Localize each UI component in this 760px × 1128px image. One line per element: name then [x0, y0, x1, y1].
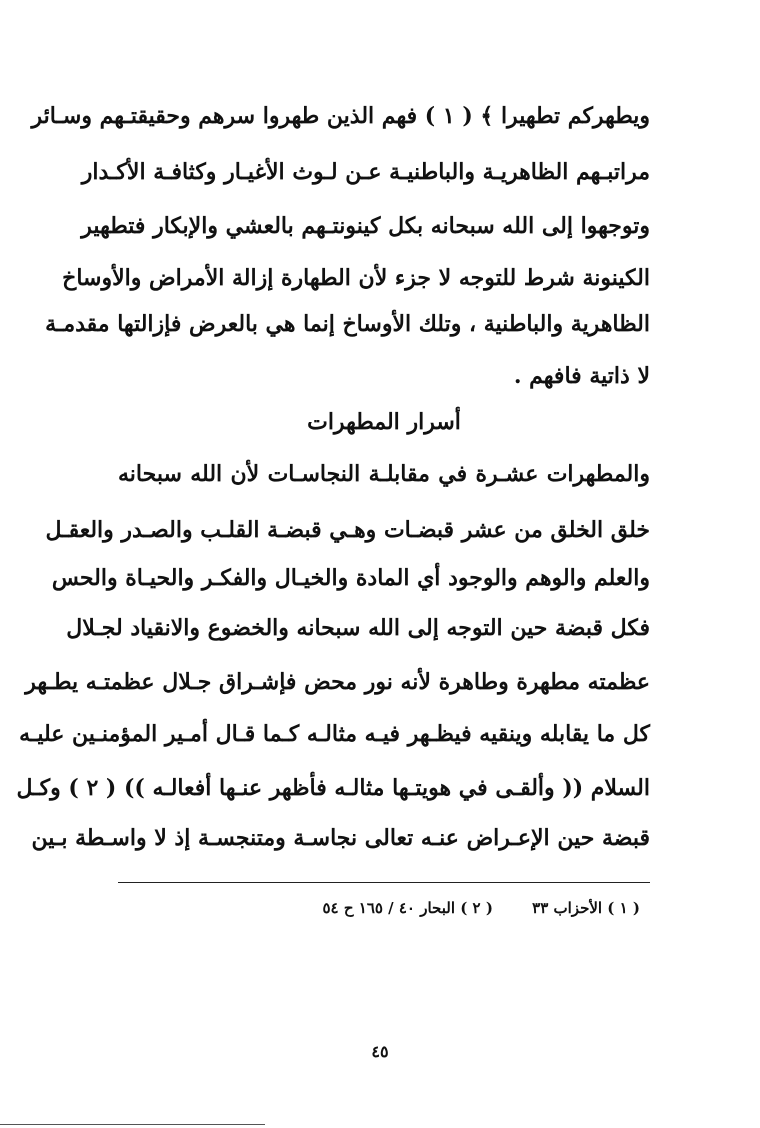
text-line: قبضة حين الإعـراض عنـه تعالى نجاسـة ومتنجسـة إذ لا واسـطة بـين [31, 825, 650, 851]
page-number: ٤٥ [371, 1042, 389, 1061]
text-line: خلق الخلق من عشر قبضـات وهـي قبضـة القلـب والصـدر والعقـل [45, 517, 650, 543]
text-line: كل ما يقابله وينقيه فيظـهر فيـه مثالـه كـما قـال أمـير المؤمنـين عليـه [19, 721, 650, 747]
text-line: عظمته مطهرة وطاهرة لأنه نور محض فإشـراق جـلال عظمتـه يطـهر [25, 669, 650, 695]
text-line: الظاهرية والباطنية ، وتلك الأوساخ إنما هي بالعرض فإزالتها مقدمـة [45, 311, 650, 337]
footnote-2: ( ٢ ) البحار ٤٠ / ١٦٥ ح ٥٤ [322, 899, 493, 917]
footnote-1: ( ١ ) الأحزاب ٣٣ [532, 899, 640, 917]
text-line: مراتبـهم الظاهريـة والباطنيـة عـن لـوث الأغيـار وكثافـة الأكـدار [81, 159, 650, 185]
footnote-divider [118, 882, 650, 883]
footnotes [118, 893, 640, 923]
text-line: فكل قبضة حين التوجه إلى الله سبحانه والخضوع والانقياد لجـلال [66, 615, 650, 641]
text-line: والعلم والوهم والوجود أي المادة والخيـال والفكـر والحيـاة والحس [51, 565, 650, 591]
text-line: وتوجهوا إلى الله سبحانه بكل كينونتـهم بالعشي والإبكار فتطهير [81, 213, 650, 239]
text-line: ويطهركم تطهيرا ﴾ ( ١ ) فهم الذين طهروا سرهم وحقيقتـهم وسـائر [31, 103, 650, 129]
text-line: لا ذاتية فافهم . [513, 363, 650, 389]
text-line: والمطهرات عشـرة في مقابلـة النجاسـات لأن الله سبحانه [118, 461, 650, 487]
text-line: السلام (( وألقـى في هويتـها مثالـه فأظهر عنـها أفعالـه )) ( ٢ ) وكـل [16, 775, 650, 801]
scan-edge-divider [0, 1124, 265, 1125]
text-line: الكينونة شرط للتوجه لا جزء لأن الطهارة إزالة الأمراض والأوساخ [62, 265, 650, 291]
section-heading: أسرار المطهرات [307, 409, 461, 435]
